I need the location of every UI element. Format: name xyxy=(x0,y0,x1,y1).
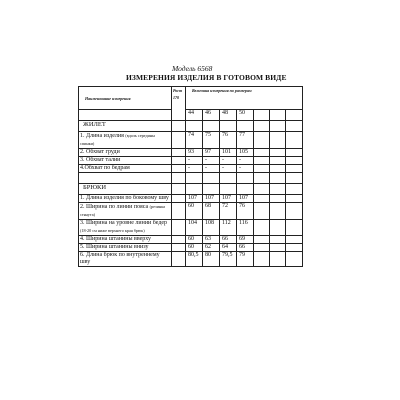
height-cell xyxy=(172,149,186,157)
empty-cell xyxy=(172,184,186,195)
value-cell: 104 xyxy=(186,220,203,236)
value-cell: 107 xyxy=(220,195,237,203)
value-cell: 60 xyxy=(186,236,203,244)
value-cell: 107 xyxy=(203,195,220,203)
empty-cell xyxy=(286,110,303,121)
empty-cell xyxy=(172,173,186,184)
empty-cell xyxy=(220,173,237,184)
spacer-row xyxy=(79,173,303,184)
empty-cell xyxy=(270,110,286,121)
empty-cell xyxy=(270,195,286,203)
empty-cell xyxy=(254,157,270,165)
measurement-label xyxy=(79,236,172,244)
measurement-label xyxy=(79,220,172,236)
empty-cell xyxy=(270,252,286,267)
value-cell: - xyxy=(237,157,254,165)
size-header-cell: 48 xyxy=(220,110,237,121)
empty-cell xyxy=(286,236,303,244)
value-cell: 63 xyxy=(203,236,220,244)
value-cell: 66 xyxy=(237,244,254,252)
empty-cell xyxy=(270,165,286,173)
empty-cell xyxy=(186,173,203,184)
empty-cell xyxy=(286,165,303,173)
empty-cell xyxy=(254,236,270,244)
measurement-label xyxy=(79,165,172,173)
measurement-name: 3. Ширина на уровне линии бедер xyxy=(80,220,168,226)
empty-cell xyxy=(237,173,254,184)
value-cell: - xyxy=(203,157,220,165)
empty-cell xyxy=(186,184,203,195)
empty-cell xyxy=(79,173,172,184)
measurement-label xyxy=(79,157,172,165)
value-cell: 79 xyxy=(237,252,254,267)
empty-cell xyxy=(286,184,303,195)
empty-cell xyxy=(203,173,220,184)
size-header-cell: 44 xyxy=(186,110,203,121)
measurement-name: 6. Длина брюк по внутреннему шву xyxy=(80,252,160,265)
height-cell xyxy=(172,195,186,203)
value-cell: 66 xyxy=(220,236,237,244)
value-cell: 62 xyxy=(203,244,220,252)
size-header-cell: 50 xyxy=(237,110,254,121)
empty-cell xyxy=(254,184,270,195)
table-row xyxy=(79,220,303,236)
table-row xyxy=(79,157,303,165)
empty-cell xyxy=(254,121,270,132)
empty-cell xyxy=(286,244,303,252)
sizes-row-label xyxy=(79,110,172,121)
measurement-name: 5. Ширина штанины внизу xyxy=(80,244,149,250)
empty-cell xyxy=(270,173,286,184)
size-header-cell: 46 xyxy=(203,110,220,121)
measurement-name: 2. Обхват груди xyxy=(80,149,120,155)
section-title: БРЮКИ xyxy=(79,184,172,195)
empty-cell xyxy=(254,173,270,184)
value-cell: 77 xyxy=(237,132,254,149)
column-header-height xyxy=(172,87,186,121)
height-cell xyxy=(172,252,186,267)
value-cell: 72 xyxy=(220,203,237,220)
empty-cell xyxy=(220,121,237,132)
model-number: Модель 6568 xyxy=(172,64,213,73)
value-cell: 101 xyxy=(220,149,237,157)
empty-cell xyxy=(286,173,303,184)
empty-cell xyxy=(286,203,303,220)
measurements-table xyxy=(78,86,303,267)
empty-cell xyxy=(254,165,270,173)
measurement-name: 1. Длина изделия по боковому шву xyxy=(80,195,169,201)
sizes-row xyxy=(79,110,303,121)
value-cell: 107 xyxy=(237,195,254,203)
header-row xyxy=(79,87,303,110)
column-header-sizes: Величина измерения по размерам xyxy=(186,87,303,110)
value-cell: 97 xyxy=(203,149,220,157)
measurement-name: 1. Длина изделия xyxy=(80,133,124,139)
empty-cell xyxy=(286,220,303,236)
empty-cell xyxy=(286,157,303,165)
table-row xyxy=(79,149,303,157)
measurement-note: (18-20 см ниже верхнего края брюк) xyxy=(80,228,145,233)
section-row xyxy=(79,121,303,132)
value-cell: 107 xyxy=(186,195,203,203)
empty-cell xyxy=(254,252,270,267)
height-value: 170 xyxy=(173,95,179,100)
measurement-label xyxy=(79,149,172,157)
empty-cell xyxy=(286,195,303,203)
empty-cell xyxy=(203,184,220,195)
value-cell: 76 xyxy=(237,203,254,220)
measurement-name: 2. Ширина по линии пояса xyxy=(80,204,149,210)
measurement-name: 3. Обхват талии xyxy=(80,157,121,163)
value-cell: 69 xyxy=(237,236,254,244)
table-row xyxy=(79,165,303,173)
value-cell: 60 xyxy=(186,203,203,220)
empty-cell xyxy=(254,149,270,157)
value-cell: 105 xyxy=(237,149,254,157)
empty-cell xyxy=(286,121,303,132)
value-cell: 76 xyxy=(220,132,237,149)
table-row xyxy=(79,195,303,203)
height-cell xyxy=(172,244,186,252)
empty-cell xyxy=(270,203,286,220)
empty-cell xyxy=(254,195,270,203)
measurement-note: (резинка стянута) xyxy=(80,204,166,217)
measurement-label xyxy=(79,203,172,220)
empty-cell xyxy=(203,121,220,132)
empty-cell xyxy=(286,149,303,157)
empty-cell xyxy=(172,121,186,132)
empty-cell xyxy=(254,203,270,220)
value-cell: 64 xyxy=(220,244,237,252)
empty-cell xyxy=(270,157,286,165)
table-row xyxy=(79,236,303,244)
table-row xyxy=(79,252,303,267)
height-label: Рост xyxy=(173,88,183,93)
measurement-note: (вдоль середины спинки) xyxy=(80,133,155,146)
height-cell xyxy=(172,165,186,173)
value-cell: 80 xyxy=(203,252,220,267)
value-cell: 93 xyxy=(186,149,203,157)
section-row xyxy=(79,184,303,195)
column-header-name: Наименование измерения xyxy=(79,87,172,110)
value-cell: - xyxy=(203,165,220,173)
value-cell: 60 xyxy=(186,244,203,252)
value-cell: 74 xyxy=(186,132,203,149)
measurement-label xyxy=(79,195,172,203)
empty-cell xyxy=(270,236,286,244)
empty-cell xyxy=(254,244,270,252)
value-cell: - xyxy=(220,157,237,165)
value-cell: 116 xyxy=(237,220,254,236)
value-cell: - xyxy=(186,157,203,165)
empty-cell xyxy=(270,149,286,157)
empty-cell xyxy=(254,110,270,121)
document-title: ИЗМЕРЕНИЯ ИЗДЕЛИЯ В ГОТОВОМ ВИДЕ xyxy=(126,73,287,82)
value-cell: 80,5 xyxy=(186,252,203,267)
empty-cell xyxy=(186,121,203,132)
empty-cell xyxy=(270,121,286,132)
table-row xyxy=(79,244,303,252)
measurement-label xyxy=(79,132,172,149)
height-cell xyxy=(172,203,186,220)
empty-cell xyxy=(286,252,303,267)
value-cell: - xyxy=(220,165,237,173)
table-row xyxy=(79,132,303,149)
measurement-name: 4.Обхват по бедрам xyxy=(80,165,130,171)
empty-cell xyxy=(270,220,286,236)
measurement-label xyxy=(79,252,172,267)
empty-cell xyxy=(286,132,303,149)
empty-cell xyxy=(254,220,270,236)
empty-cell xyxy=(270,244,286,252)
value-cell: 75 xyxy=(203,132,220,149)
value-cell: 108 xyxy=(203,220,220,236)
height-cell xyxy=(172,220,186,236)
empty-cell xyxy=(220,184,237,195)
value-cell: 79,5 xyxy=(220,252,237,267)
height-cell xyxy=(172,236,186,244)
empty-cell xyxy=(237,121,254,132)
value-cell: 112 xyxy=(220,220,237,236)
height-cell xyxy=(172,132,186,149)
value-cell: - xyxy=(186,165,203,173)
value-cell: 68 xyxy=(203,203,220,220)
empty-cell xyxy=(270,184,286,195)
measurement-name: 4. Ширина штанины вверху xyxy=(80,236,152,242)
value-cell: - xyxy=(237,165,254,173)
table-row xyxy=(79,203,303,220)
empty-cell xyxy=(270,132,286,149)
empty-cell xyxy=(254,132,270,149)
empty-cell xyxy=(237,184,254,195)
section-title: ЖИЛЕТ xyxy=(79,121,172,132)
height-cell xyxy=(172,157,186,165)
measurement-label xyxy=(79,244,172,252)
